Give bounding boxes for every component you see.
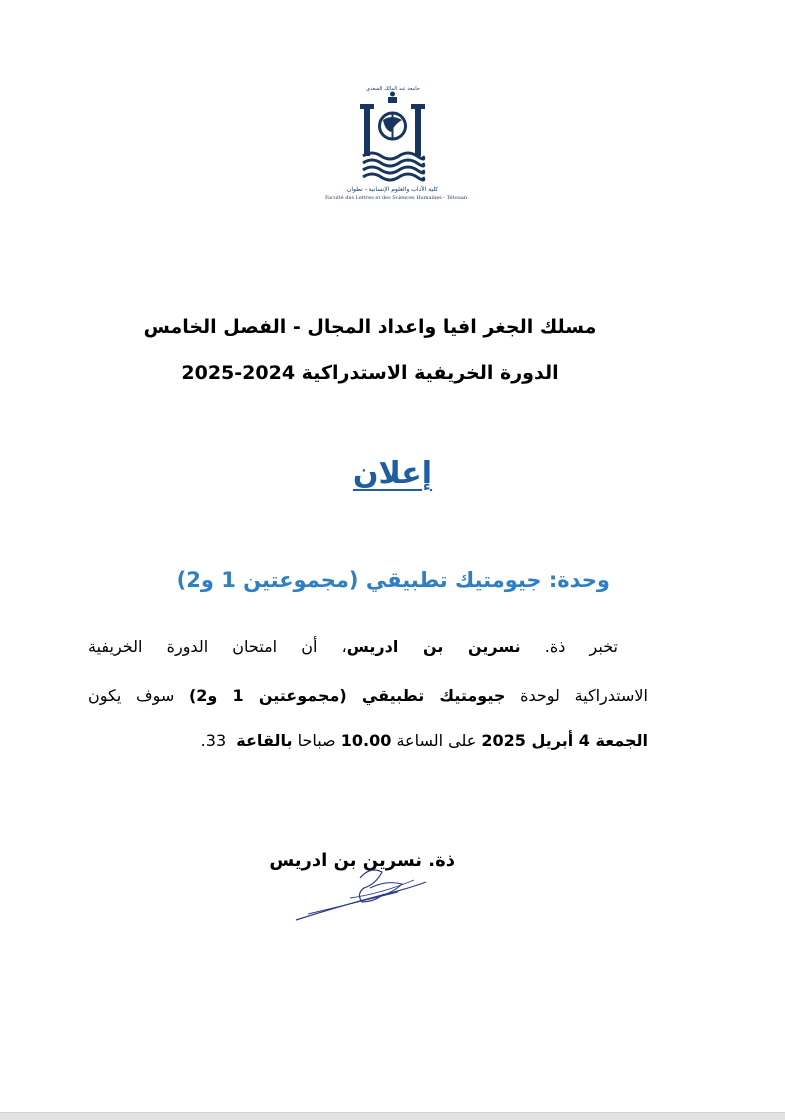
faculty-logo xyxy=(325,86,468,204)
body-l3-room-number: 33. xyxy=(200,731,227,750)
body-l3-room: بالقاعة xyxy=(236,731,293,750)
body-l2-intro: الاستدراكية لوحدة xyxy=(520,686,648,705)
module-heading: وحدة: جيومتيك تطبيقي (مجموعتين 1 و2) xyxy=(176,568,610,592)
body-l1-intro: تخبر ذة. xyxy=(544,637,618,656)
body-l1-rest: ، أن امتحان الدورة الخريفية xyxy=(88,637,347,656)
handwritten-signature xyxy=(290,858,430,926)
announcement-title: إعلان xyxy=(352,456,433,491)
signer-name: ذة. نسرين بن ادريس xyxy=(269,850,455,871)
body-l3-time: 10.00 xyxy=(340,731,392,750)
body-line-2 xyxy=(88,686,648,705)
body-line-1 xyxy=(88,637,648,656)
logo-caption-top: جامعة عبد المالك السعدي xyxy=(366,86,420,92)
body-l3-at: على الساعة xyxy=(396,731,477,750)
body-l1-name: نسرين بن ادريس xyxy=(346,637,521,656)
faculty-logo-emblem xyxy=(325,86,460,186)
session-heading: الدورة الخريفية الاستدراكية 2024-2025 xyxy=(181,362,559,384)
logo-caption-french: Faculté des Lettres et des Sciences Humaines - Tétouan xyxy=(325,195,468,201)
logo-caption-arabic: كلية الآداب والعلوم الإنسانية - تطوان xyxy=(346,186,439,193)
body-l2-module: جيومتيك تطبيقي (مجموعتين 1 و2) xyxy=(188,686,506,705)
body-l2-rest: سوف يكون xyxy=(88,686,175,705)
body-l3-day: الجمعة 4 أبريل 2025 xyxy=(481,731,648,750)
program-heading: مسلك الجغر افيا واعداد المجال - الفصل الخامس xyxy=(143,316,597,338)
body-l3-morning: صباحا xyxy=(297,731,336,750)
body-line-3 xyxy=(88,731,648,750)
